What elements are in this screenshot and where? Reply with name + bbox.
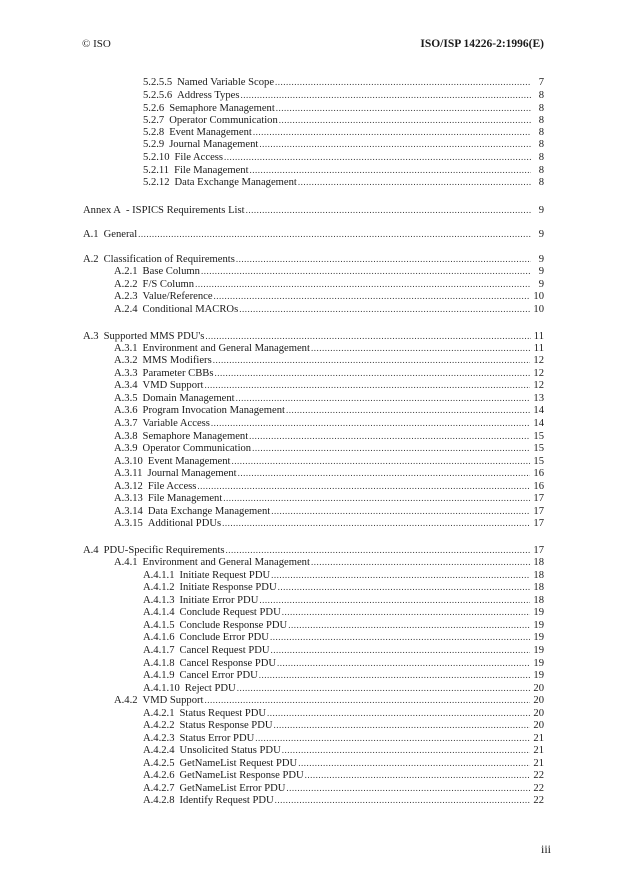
dot-leader — [224, 151, 531, 163]
toc-entry-number: A.4.1.2 — [143, 582, 175, 593]
toc-entry[interactable] — [114, 442, 544, 454]
toc-entry-page: 19 — [533, 632, 544, 643]
toc-entry[interactable] — [114, 556, 544, 568]
dot-leader — [205, 330, 530, 342]
toc-entry-page: 14 — [533, 405, 544, 416]
toc-entry-page: 19 — [533, 607, 544, 618]
dot-leader — [240, 89, 531, 101]
toc-entry-page: 8 — [538, 115, 544, 126]
dot-leader — [259, 138, 531, 150]
toc-entry-number: A.4.1.4 — [143, 607, 175, 618]
dot-leader — [246, 204, 531, 216]
dot-leader — [252, 442, 530, 454]
toc-entry-number: A.4.1.5 — [143, 620, 175, 631]
toc-entry-page: 17 — [533, 506, 544, 517]
dot-leader — [213, 354, 531, 366]
toc-entry-page: 14 — [533, 418, 544, 429]
toc-entry-number: A.1 — [83, 229, 99, 240]
toc-entry-page: 12 — [533, 368, 544, 379]
toc-entry-number: 5.2.11 — [143, 165, 170, 176]
toc-entry-title: General — [103, 229, 138, 240]
toc-entry-number: 5.2.10 — [143, 152, 170, 163]
dot-leader — [271, 505, 530, 517]
toc-entry-title: Reject PDU — [184, 683, 236, 694]
toc-entry[interactable] — [83, 228, 544, 240]
toc-entry[interactable] — [143, 176, 544, 188]
toc-entry-title: Environment and General Management — [142, 557, 310, 568]
toc-entry[interactable] — [143, 619, 544, 631]
toc-entry[interactable] — [143, 719, 544, 731]
toc-entry-number: A.3.12 — [114, 481, 143, 492]
toc-entry[interactable] — [114, 404, 544, 416]
dot-leader — [279, 114, 531, 126]
toc-entry-number: A.4.2.3 — [143, 733, 175, 744]
toc-entry-title: VMD Support — [142, 695, 204, 706]
toc-entry-number: A.4 — [83, 545, 99, 556]
dot-leader — [298, 176, 531, 188]
toc-entry-number: A.3.9 — [114, 443, 138, 454]
toc-entry-number: A.4.1.3 — [143, 595, 175, 606]
toc-entry-title: Initiate Response PDU — [179, 582, 277, 593]
toc-entry-title: Initiate Error PDU — [179, 595, 259, 606]
dot-leader — [195, 278, 531, 290]
toc-entry-number: A.2.1 — [114, 266, 138, 277]
toc-entry-title: Data Exchange Management — [174, 177, 297, 188]
toc-entry-title: Environment and General Management — [142, 343, 310, 354]
dot-leader — [222, 517, 530, 529]
toc-entry[interactable] — [143, 89, 544, 101]
toc-entry-page: 11 — [533, 343, 544, 354]
toc-entry[interactable] — [83, 253, 544, 265]
toc-entry-number: 5.2.7 — [143, 115, 165, 126]
toc-entry-title: Variable Access — [142, 418, 210, 429]
dot-leader — [236, 253, 531, 265]
dot-leader — [249, 430, 530, 442]
toc-entry[interactable] — [114, 392, 544, 404]
toc-entry-page: 21 — [533, 758, 544, 769]
toc-entry-page: 9 — [538, 279, 544, 290]
toc-entry-title: Base Column — [142, 266, 200, 277]
toc-entry[interactable] — [143, 744, 544, 756]
header-document-id: ISO/ISP 14226-2:1996(E) — [420, 38, 544, 50]
toc-entry-title: File Management — [174, 165, 249, 176]
toc-entry[interactable] — [143, 164, 544, 176]
toc-entry-page: 8 — [538, 165, 544, 176]
toc-entry-title: F/S Column — [142, 279, 195, 290]
toc-entry-title: PDU-Specific Requirements — [103, 545, 225, 556]
toc-entry-title: Status Request PDU — [179, 708, 267, 719]
toc-entry-number: 5.2.5.6 — [143, 90, 173, 101]
dot-leader — [311, 342, 531, 354]
toc-entry-title: Data Exchange Management — [147, 506, 271, 517]
toc-entry-page: 9 — [538, 266, 544, 277]
toc-entry-title: Domain Management — [142, 393, 235, 404]
dot-leader — [259, 669, 531, 681]
toc-entry-number: A.4.1.1 — [143, 570, 175, 581]
toc-entry-number: A.3.2 — [114, 355, 138, 366]
toc-entry-number: A.4.2 — [114, 695, 138, 706]
toc-entry-page: 8 — [538, 90, 544, 101]
toc-entry-page: 9 — [538, 205, 544, 216]
toc-entry-number: A.3.10 — [114, 456, 143, 467]
toc-entry-title: Cancel Error PDU — [179, 670, 258, 681]
toc-entry[interactable] — [114, 342, 544, 354]
toc-entry[interactable] — [143, 669, 544, 681]
toc-entry-title: Conclude Request PDU — [179, 607, 281, 618]
dot-leader — [286, 404, 530, 416]
toc-entry-title: Status Response PDU — [179, 720, 273, 731]
toc-entry[interactable] — [143, 76, 544, 88]
toc-entry-title: Journal Management — [169, 139, 259, 150]
toc-entry-title: MMS Modifiers — [142, 355, 212, 366]
toc-entry-page: 12 — [533, 380, 544, 391]
dot-leader — [214, 290, 531, 302]
dot-leader — [197, 480, 530, 492]
toc-entry-page: 15 — [533, 443, 544, 454]
toc-entry-title: Address Types — [177, 90, 240, 101]
toc-entry[interactable] — [143, 757, 544, 769]
toc-entry-number: 5.2.5.5 — [143, 77, 173, 88]
toc-entry-number: A.3.7 — [114, 418, 138, 429]
dot-leader — [276, 102, 531, 114]
toc-entry-page: 17 — [533, 518, 544, 529]
dot-leader — [305, 769, 531, 781]
toc-entry-number: A.3 — [83, 331, 99, 342]
toc-entry-title: Semaphore Management — [142, 431, 249, 442]
dot-leader — [275, 794, 531, 806]
toc-entry-page: 18 — [533, 595, 544, 606]
toc-entry-page: 18 — [533, 557, 544, 568]
toc-entry-number: A.4.2.8 — [143, 795, 175, 806]
toc-entry-title: - ISPICS Requirements List — [125, 205, 245, 216]
toc-entry-title: Identify Request PDU — [179, 795, 274, 806]
toc-entry-title: Initiate Request PDU — [179, 570, 271, 581]
toc-entry-number: 5.2.9 — [143, 139, 165, 150]
dot-leader — [277, 657, 530, 669]
toc-entry-title: Additional PDUs — [147, 518, 222, 529]
toc-entry[interactable] — [143, 581, 544, 593]
toc-entry-number: 5.2.12 — [143, 177, 170, 188]
toc-entry-page: 10 — [533, 304, 544, 315]
toc-entry-number: A.4.2.6 — [143, 770, 175, 781]
toc-entry[interactable] — [143, 569, 544, 581]
toc-entry[interactable] — [114, 354, 544, 366]
dot-leader — [237, 682, 531, 694]
dot-leader — [271, 644, 531, 656]
toc-entry-title: Program Invocation Management — [142, 405, 285, 416]
dot-leader — [236, 392, 531, 404]
toc-entry[interactable] — [114, 290, 544, 302]
toc-entry[interactable] — [143, 151, 544, 163]
toc-entry[interactable] — [143, 594, 544, 606]
toc-entry-number: A.4.1.8 — [143, 658, 175, 669]
toc-entry[interactable] — [114, 265, 544, 277]
toc-entry-number: 5.2.8 — [143, 127, 165, 138]
toc-entry-number: A.4.2.1 — [143, 708, 175, 719]
toc-entry-title: Event Management — [169, 127, 252, 138]
toc-entry-page: 15 — [533, 456, 544, 467]
toc-entry-page: 8 — [538, 152, 544, 163]
toc-entry-number: Annex A — [83, 205, 121, 216]
toc-entry-page: 22 — [533, 795, 544, 806]
dot-leader — [274, 719, 531, 731]
toc-entry-number: 5.2.6 — [143, 103, 165, 114]
toc-entry-page: 17 — [533, 493, 544, 504]
toc-entry[interactable] — [114, 517, 544, 529]
footer-page-number: iii — [541, 842, 552, 856]
toc-entry-page: 8 — [538, 103, 544, 114]
toc-entry[interactable] — [143, 606, 544, 618]
dot-leader — [226, 544, 531, 556]
toc-entry-page: 22 — [533, 783, 544, 794]
dot-leader — [214, 367, 530, 379]
toc-entry-page: 9 — [538, 254, 544, 265]
toc-entry-page: 20 — [533, 708, 544, 719]
toc-entry-page: 8 — [538, 139, 544, 150]
toc-entry-title: GetNameList Response PDU — [179, 770, 304, 781]
toc-entry[interactable] — [114, 467, 544, 479]
toc-entry-page: 15 — [533, 431, 544, 442]
dot-leader — [267, 707, 530, 719]
toc-entry-number: A.3.11 — [114, 468, 143, 479]
toc-entry-title: Cancel Response PDU — [179, 658, 277, 669]
toc-entry-number: A.3.6 — [114, 405, 138, 416]
toc-entry-title: Parameter CBBs — [142, 368, 214, 379]
toc-entry[interactable] — [143, 707, 544, 719]
toc-entry-number: A.4.1 — [114, 557, 138, 568]
toc-entry[interactable] — [114, 694, 544, 706]
toc-entry[interactable] — [143, 782, 544, 794]
toc-entry-number: A.4.2.2 — [143, 720, 175, 731]
toc-entry-page: 7 — [538, 77, 544, 88]
toc-entry-page: 20 — [533, 683, 544, 694]
toc-entry-title: File Access — [174, 152, 224, 163]
dot-leader — [255, 732, 530, 744]
toc-entry[interactable] — [143, 138, 544, 150]
toc-entry-title: GetNameList Request PDU — [179, 758, 298, 769]
toc-entry-page: 19 — [533, 670, 544, 681]
dot-leader — [271, 569, 530, 581]
toc-entry-page: 12 — [533, 355, 544, 366]
dot-leader — [253, 126, 531, 138]
toc-entry[interactable] — [143, 682, 544, 694]
toc-entry-title: Semaphore Management — [169, 103, 275, 114]
toc-entry[interactable] — [143, 631, 544, 643]
toc-entry[interactable] — [114, 455, 544, 467]
dot-leader — [298, 757, 530, 769]
toc-entry-number: A.3.15 — [114, 518, 143, 529]
toc-entry-title: VMD Support — [142, 380, 204, 391]
toc-entry-title: File Access — [147, 481, 197, 492]
toc-entry-title: Conditional MACROs — [142, 304, 239, 315]
toc-entry-number: A.3.13 — [114, 493, 143, 504]
toc-entry-number: A.3.14 — [114, 506, 143, 517]
toc-entry-title: Supported MMS PDU's — [103, 331, 205, 342]
dot-leader — [201, 265, 531, 277]
toc-entry[interactable] — [114, 303, 544, 315]
toc-entry-title: Operator Communication — [142, 443, 252, 454]
toc-entry[interactable] — [143, 102, 544, 114]
toc-entry-number: A.3.3 — [114, 368, 138, 379]
toc-entry-page: 21 — [533, 733, 544, 744]
toc-entry-page: 16 — [533, 481, 544, 492]
toc-entry[interactable] — [83, 330, 544, 342]
toc-entry-page: 18 — [533, 570, 544, 581]
toc-entry-number: A.4.1.6 — [143, 632, 175, 643]
dot-leader — [250, 164, 531, 176]
toc-entry-number: A.3.4 — [114, 380, 138, 391]
toc-entry-page: 20 — [533, 695, 544, 706]
toc-entry[interactable] — [143, 732, 544, 744]
toc-entry-number: A.3.5 — [114, 393, 138, 404]
toc-entry-number: A.2.3 — [114, 291, 138, 302]
toc-entry-number: A.4.2.4 — [143, 745, 175, 756]
dot-leader — [286, 782, 530, 794]
toc-entry-number: A.3.8 — [114, 431, 138, 442]
toc-entry-number: A.3.1 — [114, 343, 138, 354]
toc-entry[interactable] — [114, 505, 544, 517]
dot-leader — [282, 606, 531, 618]
toc-entry[interactable] — [143, 114, 544, 126]
toc-entry-page: 17 — [533, 545, 544, 556]
toc-entry-title: Conclude Error PDU — [179, 632, 269, 643]
toc-entry-title: Conclude Response PDU — [179, 620, 288, 631]
dot-leader — [275, 76, 531, 88]
header-copyright: © ISO — [82, 38, 111, 50]
dot-leader — [238, 467, 531, 479]
toc-entry-page: 16 — [533, 468, 544, 479]
toc-entry-page: 19 — [533, 658, 544, 669]
toc-entry-number: A.4.1.10 — [143, 683, 180, 694]
dot-leader — [259, 594, 530, 606]
toc-entry[interactable] — [83, 544, 544, 556]
toc-entry-number: A.4.1.9 — [143, 670, 175, 681]
toc-entry[interactable] — [114, 367, 544, 379]
toc-entry[interactable] — [114, 417, 544, 429]
toc-entry[interactable] — [114, 379, 544, 391]
toc-entry-title: Operator Communication — [169, 115, 278, 126]
toc-entry[interactable] — [114, 480, 544, 492]
toc-entry-page: 19 — [533, 645, 544, 656]
toc-entry-page: 8 — [538, 127, 544, 138]
toc-entry[interactable] — [143, 644, 544, 656]
dot-leader — [138, 228, 531, 240]
toc-entry-number: A.4.1.7 — [143, 645, 175, 656]
toc-entry-number: A.4.2.7 — [143, 783, 175, 794]
toc-entry-page: 9 — [538, 229, 544, 240]
toc-entry-number: A.2.4 — [114, 304, 138, 315]
toc-entry-number: A.2.2 — [114, 279, 138, 290]
dot-leader — [232, 455, 531, 467]
dot-leader — [239, 303, 530, 315]
toc-entry-number: A.4.2.5 — [143, 758, 175, 769]
toc-entry-title: Cancel Request PDU — [179, 645, 270, 656]
toc-entry-title: Named Variable Scope — [177, 77, 275, 88]
toc-entry[interactable] — [83, 204, 544, 216]
toc-entry[interactable] — [114, 278, 544, 290]
toc-entry-title: Value/Reference — [142, 291, 213, 302]
toc-entry[interactable] — [114, 492, 544, 504]
toc-entry-page: 18 — [533, 582, 544, 593]
dot-leader — [288, 619, 530, 631]
toc-entry[interactable] — [143, 794, 544, 806]
toc-entry[interactable] — [114, 430, 544, 442]
toc-entry-title: File Management — [147, 493, 223, 504]
toc-entry[interactable] — [143, 126, 544, 138]
toc-entry-page: 8 — [538, 177, 544, 188]
dot-leader — [311, 556, 530, 568]
toc-entry-page: 22 — [533, 770, 544, 781]
toc-entry-page: 21 — [533, 745, 544, 756]
toc-entry-title: Status Error PDU — [179, 733, 255, 744]
toc-entry-title: Journal Management — [147, 468, 237, 479]
dot-leader — [204, 694, 530, 706]
toc-entry-page: 10 — [533, 291, 544, 302]
toc-entry-title: Unsolicited Status PDU — [179, 745, 281, 756]
toc-entry-page: 13 — [533, 393, 544, 404]
dot-leader — [270, 631, 530, 643]
dot-leader — [223, 492, 530, 504]
dot-leader — [282, 744, 531, 756]
toc-entry[interactable] — [143, 769, 544, 781]
toc-entry-page: 19 — [533, 620, 544, 631]
toc-entry[interactable] — [143, 657, 544, 669]
dot-leader — [204, 379, 530, 391]
toc-entry-title: Classification of Requirements — [103, 254, 235, 265]
toc-entry-number: A.2 — [83, 254, 99, 265]
toc-entry-title: GetNameList Error PDU — [179, 783, 286, 794]
toc-entry-title: Event Management — [147, 456, 231, 467]
dot-leader — [278, 581, 531, 593]
toc-entry-page: 11 — [533, 331, 544, 342]
dot-leader — [211, 417, 531, 429]
toc-entry-page: 20 — [533, 720, 544, 731]
